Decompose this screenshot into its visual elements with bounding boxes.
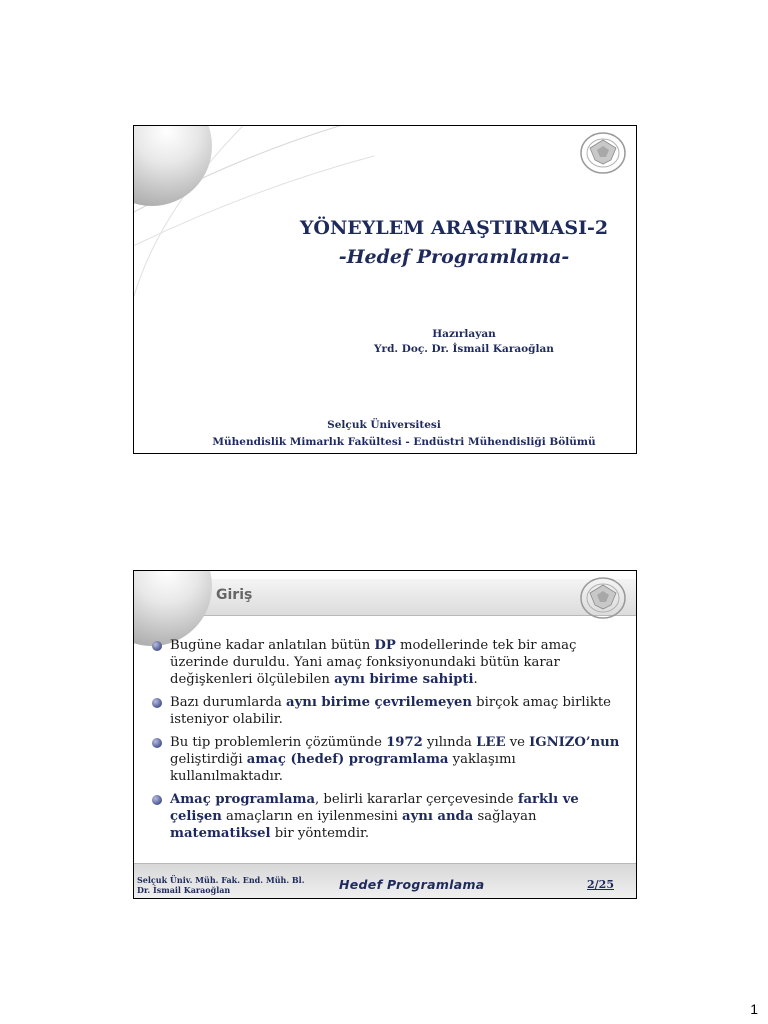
bullet-text-segment: . [473,672,478,687]
bullet-text-segment: birçok amaç birlikte isteniyor olabilir. [170,695,611,727]
footer-title: Hedef Programlama [339,877,485,892]
bullet-text-segment: ve [505,735,530,750]
title-slide [133,125,637,454]
bullet-dot-icon [152,641,162,651]
university-name: Selçuk Üniversitesi [327,419,441,431]
prepared-by-label: Hazırlayan [432,328,496,340]
bullet-text-segment: farklı ve çelişen [170,792,579,824]
bullet-text-segment: modellerinde tek bir amaç üzerinde duruldu. Yani amaç fonksiyonundaki bütün karar değişkenleri ölçülebilen [170,638,577,687]
bullet-text-segment: amaç (hedef) programlama [246,752,449,767]
bullet-item [152,734,627,785]
bullet-dot-icon [152,795,162,805]
faculty-name: Mühendislik Mimarlık Fakültesi - Endüstri Mühendisliği Bölümü [212,436,596,448]
bullet-text-segment: aynı birime çevrilemeyen [286,695,472,710]
bullet-list [152,637,627,848]
footer-author: Dr. İsmail Karaoğlan [137,885,231,895]
bullet-dot-icon [152,698,162,708]
bullet-dot-icon [152,738,162,748]
bullet-text-segment: amaçların en iyilenmesini [221,809,403,824]
bullet-text-segment: , belirli kararlar çerçevesinde [315,792,518,807]
globe-icon [133,570,212,646]
presentation-subtitle: -Hedef Programlama- [338,246,570,268]
presentation-title: YÖNEYLEM ARAŞTIRMASI-2 [299,217,609,239]
slide-title: Giriş [216,587,253,603]
bullet-item [152,791,627,842]
page-number: 1 [750,1001,758,1017]
bullet-text-segment: IGNIZO’nun [529,735,620,750]
bullet-item [152,637,627,688]
bullet-text-segment: sağlayan [473,809,537,824]
bullet-text-segment: matematiksel [170,826,271,841]
bullet-text-segment: 1972 [386,735,423,750]
bullet-text-segment: Bazı durumlarda [170,695,287,710]
footer-institution: Selçuk Üniv. Müh. Fak. End. Müh. Bl. [137,875,305,885]
footer-credits [137,875,305,895]
bullet-text-segment: yılında [422,735,477,750]
bullet-item [152,694,627,728]
university-seal-icon [578,130,628,176]
content-slide [133,570,637,899]
slide-page-number: 2/25 [587,878,614,891]
bullet-text-segment: aynı anda [402,809,474,824]
bullet-text-segment: Bu tip problemlerin çözümünde [170,735,387,750]
bullet-text-segment: Bugüne kadar anlatılan bütün [170,638,375,653]
bullet-text-segment: bir yöntemdir. [270,826,370,841]
bullet-text-segment: Amaç programlama [170,792,316,807]
author-name: Yrd. Doç. Dr. İsmail Karaoğlan [374,343,554,355]
bullet-text-segment: LEE [476,735,506,750]
bullet-text-segment: geliştirdiği [170,752,247,767]
bullet-text-segment: DP [374,638,396,653]
university-seal-icon [578,575,628,621]
bullet-text-segment: aynı birime sahipti [334,672,474,687]
bullet-text-segment: yaklaşımı kullanılmaktadır. [170,752,516,784]
